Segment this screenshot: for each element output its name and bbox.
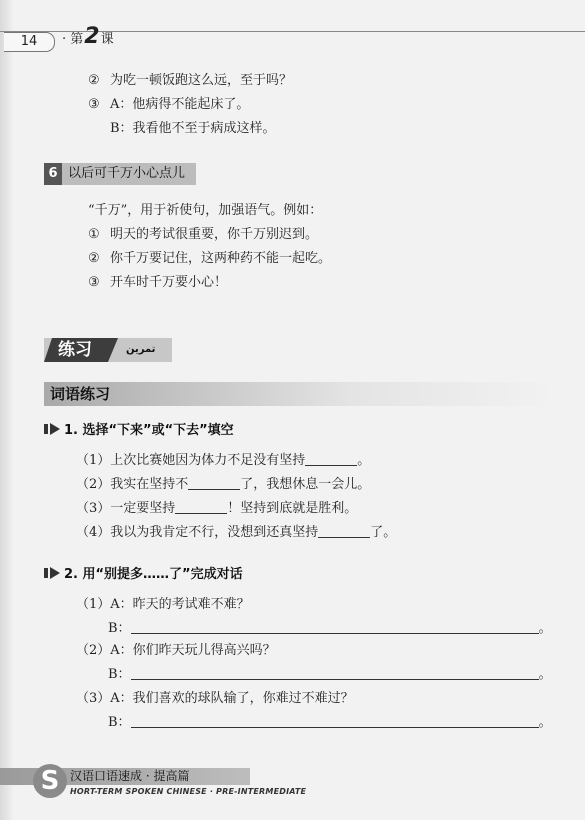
page-number: 14	[4, 32, 55, 52]
arrow-icon	[44, 567, 60, 579]
example-number: ②	[88, 251, 100, 266]
vocab-section-heading	[44, 382, 556, 406]
footer-title-cn: 汉语口语速成 · 提高篇	[70, 769, 190, 783]
example-text: 为吃一顿饭跑这么远，至于吗？	[110, 73, 293, 88]
top-example-3b	[110, 120, 276, 138]
series-logo: S	[33, 764, 67, 798]
example-number: ③	[88, 275, 100, 290]
item-number: （2）	[76, 477, 111, 492]
exercise-1-heading	[44, 422, 234, 440]
lesson-number: 2	[84, 24, 100, 49]
exercise-banner	[44, 338, 172, 362]
exercise-1-item-3	[76, 500, 357, 518]
item-text-before: 我以为我肯定不行，没想到还真坚持	[110, 525, 319, 540]
item-text-before: 一定要坚持	[110, 501, 176, 516]
top-example-2	[88, 72, 292, 90]
exercise-1-item-1	[76, 452, 370, 470]
top-example-3a	[88, 96, 249, 114]
example-number: ③	[88, 97, 100, 112]
exercise-banner-subtitle: تمرين	[126, 344, 156, 355]
item-text-before: 上次比赛她因为体力不足没有坚持	[110, 453, 306, 468]
section-6-example-3	[88, 274, 227, 292]
item-number: （1）	[76, 453, 111, 468]
example-text: 明天的考试很重要，你千万别迟到。	[110, 227, 319, 242]
lesson-suffix: 课	[100, 32, 114, 47]
section-6-example-1	[88, 226, 318, 244]
item-number: （3）	[76, 501, 111, 516]
answer-line[interactable]	[131, 715, 539, 728]
example-text: 开车时千万要小心！	[110, 275, 228, 290]
section-6-explanation: “千万”，用于祈使句，加强语气。例如：	[88, 203, 323, 218]
item-number: （4）	[76, 525, 111, 540]
fill-blank[interactable]	[175, 501, 227, 514]
exercise-2-item-2-b	[108, 666, 552, 684]
lesson-label	[62, 24, 114, 49]
exercise-2-item-2-a	[76, 642, 276, 660]
exercise-2-item-3-b	[108, 714, 552, 732]
item-number: （1）	[76, 597, 111, 612]
item-text-before: 我实在坚持不	[110, 477, 189, 492]
item-text-after: 。	[357, 453, 371, 468]
vocab-section-title: 词语练习	[50, 385, 111, 403]
dialogue-end: 。	[538, 667, 552, 682]
item-number: （3）	[76, 691, 111, 706]
section-6-example-2	[88, 250, 331, 268]
answer-line[interactable]	[131, 621, 539, 634]
dialogue-b-label: B：	[108, 621, 131, 636]
item-number: （2）	[76, 643, 111, 658]
exercise-1-item-2	[76, 476, 370, 494]
item-text-after: 了，我想休息一会儿。	[240, 477, 371, 492]
exercise-2-item-1-b	[108, 620, 552, 638]
exercise-2-item-1-a	[76, 596, 250, 614]
fill-blank[interactable]	[318, 525, 370, 538]
section-6-heading	[44, 163, 196, 185]
fill-blank[interactable]	[305, 453, 357, 466]
dialogue-a: A：你们昨天玩儿得高兴吗？	[110, 643, 276, 658]
answer-line[interactable]	[131, 667, 539, 680]
arrow-icon	[44, 423, 60, 435]
example-number: ②	[88, 73, 100, 88]
dialogue-a: A：我们喜欢的球队输了，你难过不难过？	[110, 691, 354, 706]
exercise-1-item-4	[76, 524, 396, 542]
example-text: 你千万要记住，这两种药不能一起吃。	[110, 251, 332, 266]
exercise-banner-title: 练习	[58, 340, 92, 360]
dialogue-end: 。	[538, 621, 552, 636]
exercise-1-title: 1. 选择“下来”或“下去”填空	[64, 423, 234, 438]
exercise-2-heading	[44, 566, 243, 584]
dialogue-b-label: B：	[108, 715, 131, 730]
footer-title-en: HORT-TERM SPOKEN CHINESE · PRE-INTERMEDIATE	[70, 787, 307, 796]
exercise-2-title: 2. 用“别提多……了”完成对话	[64, 567, 243, 582]
example-text: A：他病得不能起床了。	[110, 97, 250, 112]
dialogue-b-label: B：	[108, 667, 131, 682]
section-title: 以后可千万小心点儿	[68, 166, 186, 181]
exercise-2-item-3-a	[76, 690, 354, 708]
dialogue-a: A：昨天的考试难不难？	[110, 597, 250, 612]
example-number: ①	[88, 227, 100, 242]
fill-blank[interactable]	[188, 477, 240, 490]
section-number: 6	[44, 163, 62, 185]
page-edge-shadow	[0, 0, 14, 820]
example-text: B：我看他不至于病成这样。	[110, 121, 276, 136]
dialogue-end: 。	[538, 715, 552, 730]
item-text-after: ！坚持到底就是胜利。	[227, 501, 358, 516]
lesson-prefix: · 第	[62, 32, 84, 47]
item-text-after: 了。	[370, 525, 397, 540]
